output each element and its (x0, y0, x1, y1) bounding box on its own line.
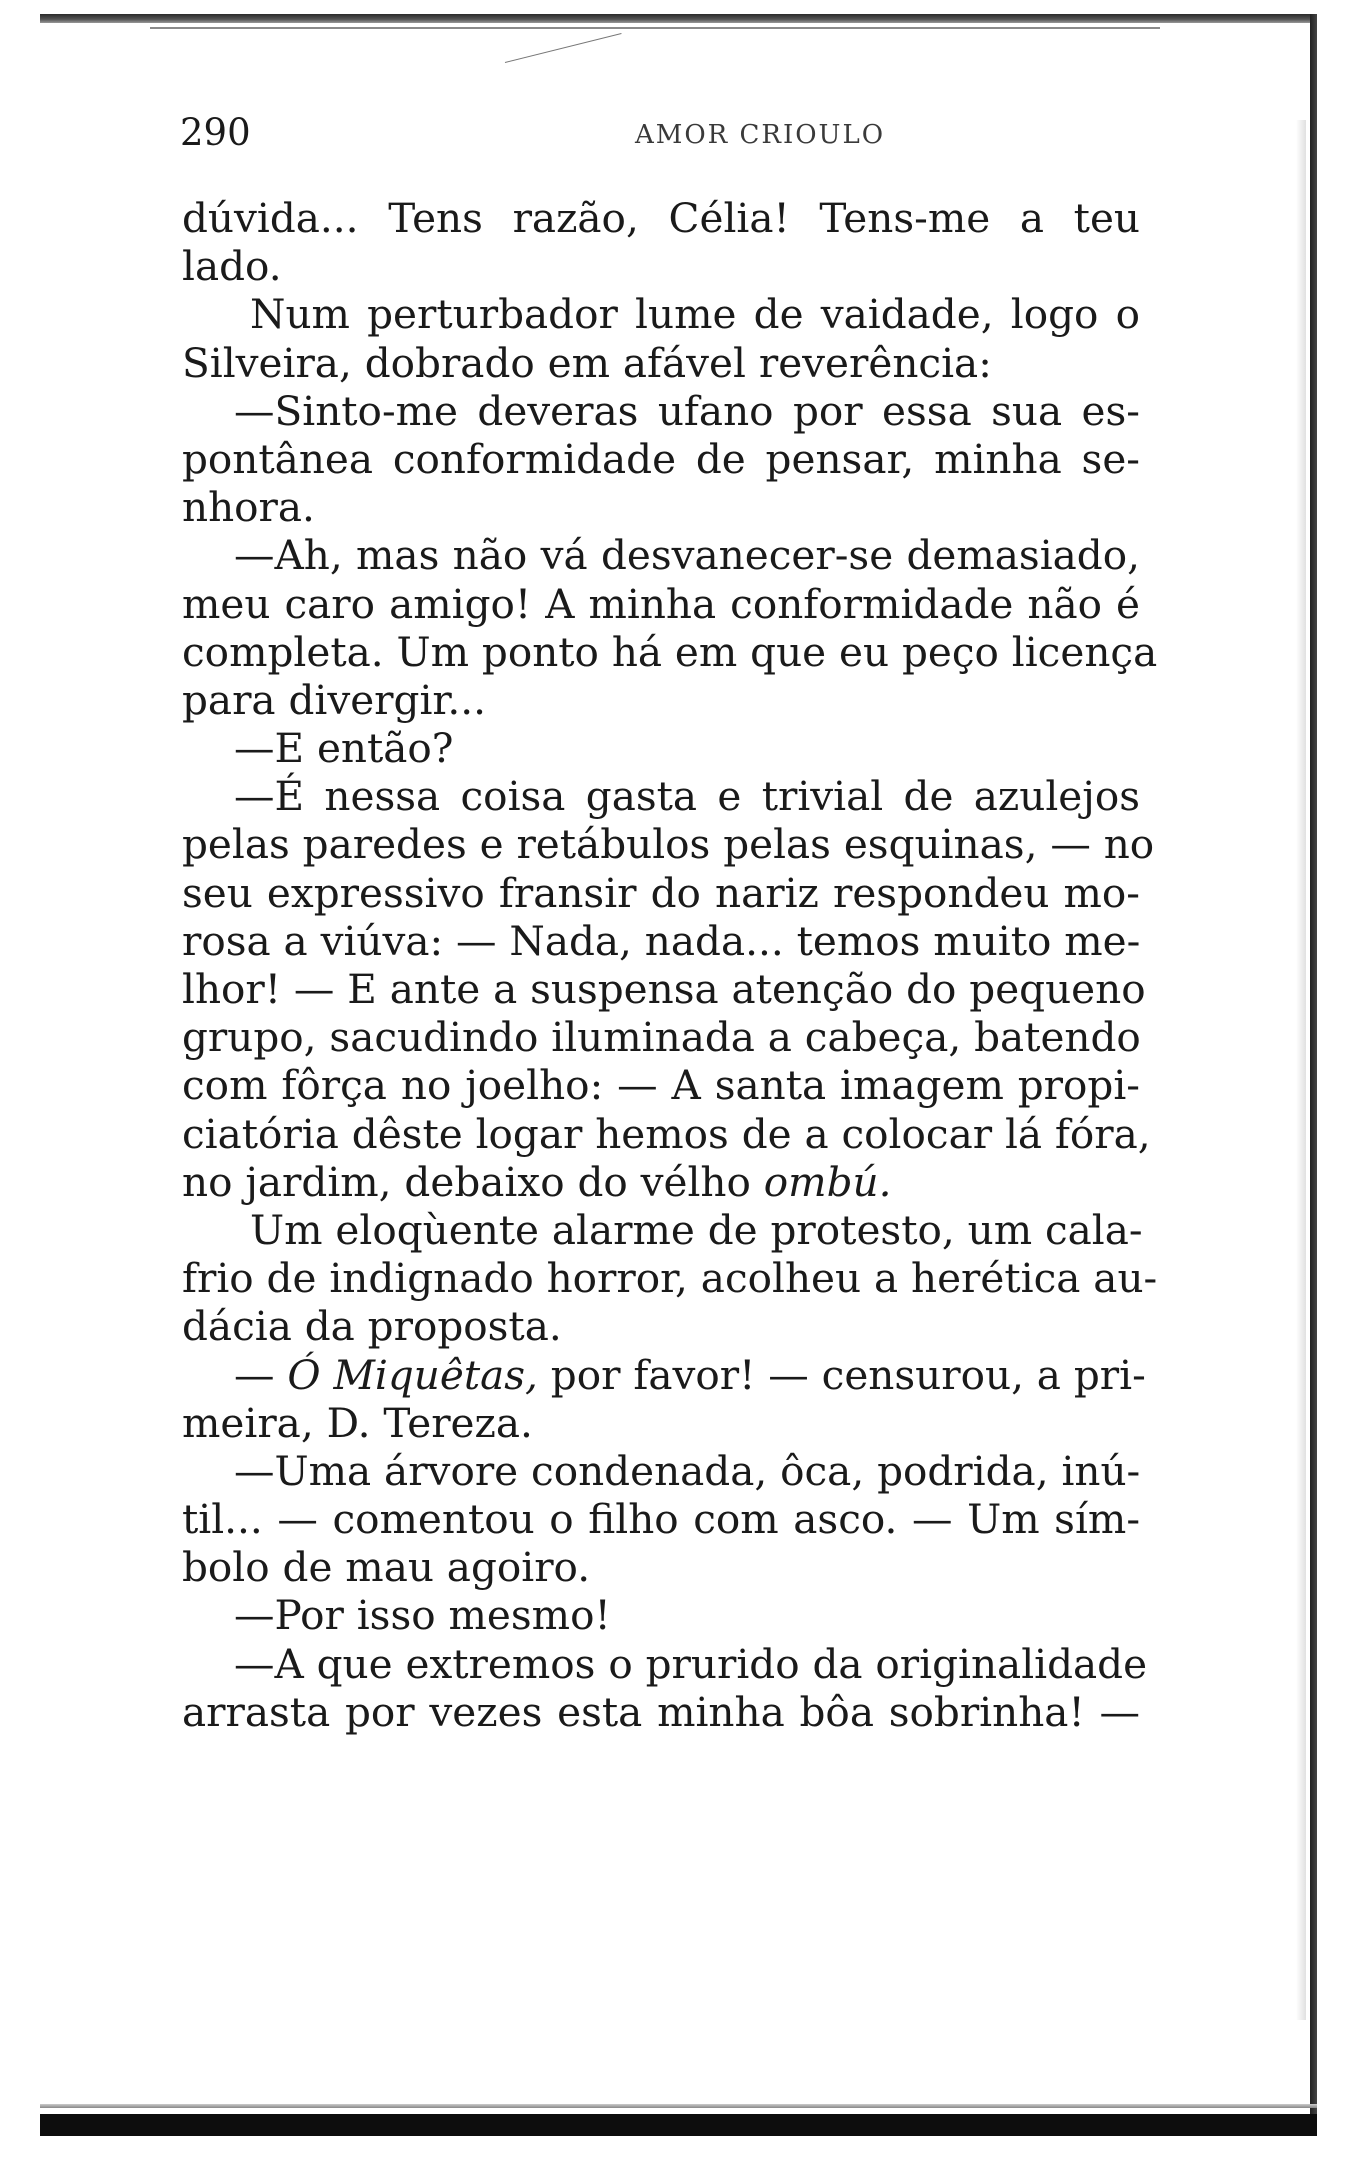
text-segment: no jardim, debaixo do vélho (182, 1157, 764, 1206)
running-head: AMOR CRIOULO (634, 120, 886, 150)
text-line: —A que extremos o prurido da originalidade (234, 1639, 1148, 1688)
scan-top-edge (40, 14, 1310, 23)
text-line: bolo de mau agoiro. (182, 1543, 591, 1592)
text-line: —Por isso mesmo! (234, 1591, 611, 1640)
text-line: completa. Um ponto há em que eu peço licença (182, 627, 1158, 676)
text-line: frio de indignado horror, acolheu a herética au- (182, 1254, 1158, 1303)
text-line: —Uma árvore condenada, ôca, podrida, inú- (234, 1446, 1141, 1495)
text-segment: — (234, 1350, 288, 1399)
text-line: Um eloqùente alarme de protesto, um cala- (250, 1205, 1143, 1254)
text-line: seu expressivo fransir do nariz respondeu mo- (182, 868, 1140, 917)
text-line: nhora. (182, 483, 315, 532)
text-line: arrasta por vezes esta minha bôa sobrinha! — (182, 1687, 1140, 1736)
text-line: meira, D. Tereza. (182, 1398, 533, 1447)
text-line (182, 1350, 1146, 1399)
text-line: meu caro amigo! A minha conformidade não é (182, 579, 1140, 628)
page-number: 290 (180, 111, 251, 154)
scan-bottom-edge-light (40, 2104, 1317, 2108)
text-line: grupo, sacudindo iluminada a cabeça, batendo (182, 1013, 1141, 1062)
text-line: rosa a viúva: — Nada, nada... temos muito me- (182, 916, 1141, 965)
text-line: dácia da proposta. (182, 1302, 562, 1351)
text-line: —Ah, mas não vá desvanecer-se demasiado, (234, 531, 1140, 580)
text-line: para divergir... (182, 675, 486, 724)
scan-bottom-edge (40, 2114, 1317, 2136)
text-line: lhor! — E ante a suspensa atenção do pequeno (182, 965, 1146, 1013)
text-line: com fôrça no joelho: — A santa imagem propi- (182, 1061, 1140, 1110)
text-line: lado. (182, 242, 282, 291)
text-line: —É nessa coisa gasta e trivial de azulejos (234, 772, 1140, 821)
scan-top-edge-thin (150, 27, 1160, 29)
text-line (182, 1158, 1140, 1206)
body-text (182, 194, 1158, 1736)
text-line: pelas paredes e retábulos pelas esquinas, — no (182, 820, 1155, 869)
text-segment: por favor! — censurou, a pri- (537, 1350, 1146, 1399)
italic-phrase: Ó Miquêtas, (287, 1350, 538, 1399)
text-line: til... — comentou o filho com asco. — Um sím- (182, 1495, 1140, 1544)
text-line: —E então? (234, 724, 454, 773)
text-line: —Sinto-me deveras ufano por essa sua es- (234, 386, 1140, 435)
scan-right-edge (1310, 14, 1317, 2134)
scan-gutter-shadow (1296, 120, 1306, 2020)
pencil-mark (505, 33, 622, 63)
page-header (180, 108, 1130, 158)
italic-word: ombú. (763, 1157, 892, 1206)
text-line: Num perturbador lume de vaidade, logo o (250, 290, 1140, 339)
text-line: Silveira, dobrado em afável reverência: (182, 338, 992, 387)
text-line: pontânea conformidade de pensar, minha se- (182, 434, 1140, 483)
text-line: dúvida... Tens razão, Célia! Tens-me a teu (182, 194, 1140, 242)
text-line: ciatória dêste logar hemos de a colocar lá fóra, (182, 1109, 1151, 1158)
